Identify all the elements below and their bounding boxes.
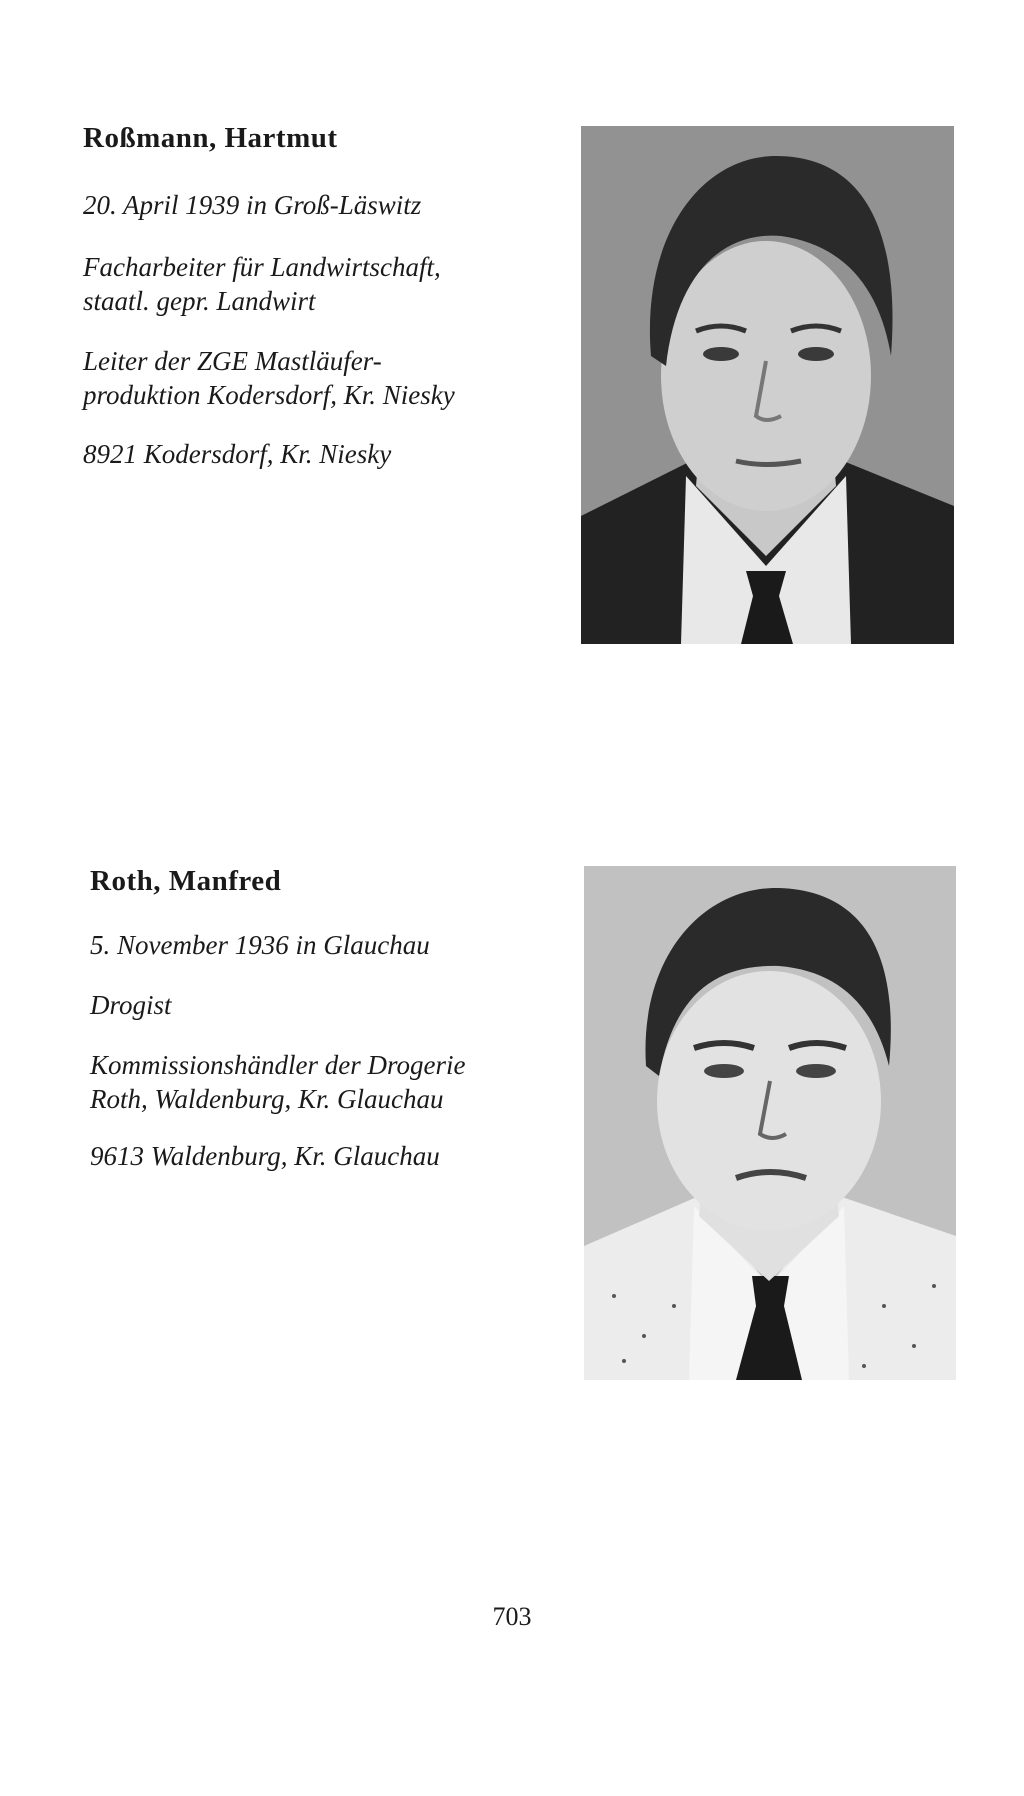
entry-name: Roßmann, Hartmut	[83, 122, 338, 154]
entry-education-line-1: Drogist	[90, 990, 172, 1020]
entry-birth: 5. November 1936 in Glauchau	[90, 930, 430, 960]
portrait-photo-2-graphic	[584, 866, 956, 1380]
entry-address: 8921 Kodersdorf, Kr. Niesky	[83, 439, 392, 469]
entry-name: Roth, Manfred	[90, 865, 282, 897]
entry-position-line-2: produktion Kodersdorf, Kr. Niesky	[83, 380, 455, 410]
entry-address: 9613 Waldenburg, Kr. Glauchau	[90, 1141, 440, 1171]
portrait-photo-1-graphic	[581, 126, 954, 644]
entry-1	[83, 122, 455, 471]
portrait-photo-2	[584, 866, 956, 1380]
entry-2	[90, 865, 466, 1173]
entry-position-line-1: Kommissionshändler der Drogerie	[90, 1050, 466, 1080]
entry-education-line-1: Facharbeiter für Landwirtschaft,	[83, 252, 441, 282]
entry-position-line-1: Leiter der ZGE Mastläufer-	[83, 346, 382, 376]
portrait-photo-1	[581, 126, 954, 644]
entry-position-line-2: Roth, Waldenburg, Kr. Glauchau	[90, 1084, 444, 1114]
page-number: 703	[492, 1602, 532, 1631]
entry-birth: 20. April 1939 in Groß-Läswitz	[83, 190, 422, 220]
entry-education-line-2: staatl. gepr. Landwirt	[83, 286, 316, 316]
